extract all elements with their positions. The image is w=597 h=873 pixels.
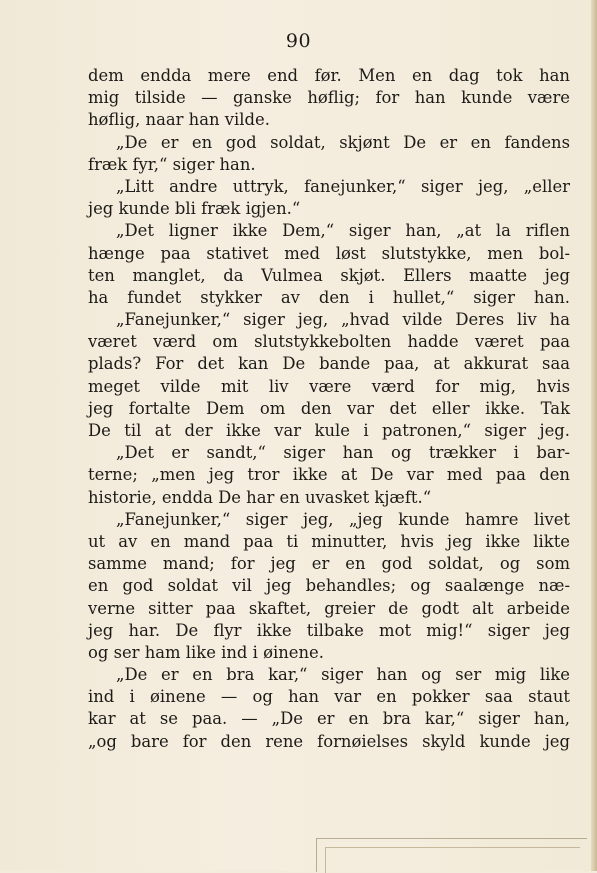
page-edge — [591, 0, 597, 871]
text-line: meget vilde mit liv være værd for mig, hvis — [88, 376, 570, 396]
text-line: mig tilside — ganske høflig; for han kunde være — [88, 88, 570, 108]
text-line: jeg fortalte Dem om den var det eller ikke. Tak — [88, 398, 570, 418]
text-line: været værd om slutstykkebolten hadde været paa — [88, 332, 570, 352]
text-line: „De er en god soldat, skjønt De er en fandens — [116, 132, 570, 152]
text-line: „De er en bra kar,“ siger han og ser mig like — [116, 665, 570, 685]
text-line: „og bare for den rene fornøielses skyld kunde jeg — [88, 731, 570, 751]
text-line: „Fanejunker,“ siger jeg, „jeg kunde hamre livet — [116, 509, 570, 529]
text-line: verne sitter paa skaftet, greier de godt alt arbeide — [88, 598, 570, 618]
text-line: „Det er sandt,“ siger han og trækker i bar- — [116, 443, 570, 463]
text-line: ten manglet, da Vulmea skjøt. Ellers maatte jeg — [88, 265, 570, 285]
text-line: jeg kunde bli fræk igjen.“ — [88, 199, 301, 219]
body-text — [88, 65, 570, 753]
text-line: De til at der ikke var kule i patronen,“ siger jeg. — [88, 421, 570, 440]
text-line: og ser ham like ind i øinene. — [88, 642, 324, 662]
text-line: „Fanejunker,“ siger jeg, „hvad vilde Deres liv ha — [116, 310, 570, 330]
text-line: ind i øinene — og han var en pokker saa staut — [88, 687, 570, 707]
text-line: fræk fyr,“ siger han. — [88, 154, 256, 174]
text-line: „Det ligner ikke Dem,“ siger han, „at la riflen — [116, 221, 570, 241]
text-line: „Litt andre uttryk, fanejunker,“ siger jeg, „eller — [116, 176, 570, 196]
corner-stamp — [316, 838, 587, 872]
text-line: ha fundet stykker av den i hullet,“ siger han. — [88, 287, 570, 307]
text-line: ut av en mand paa ti minutter, hvis jeg ikke likte — [88, 531, 570, 551]
text-line: jeg har. De flyr ikke tilbake mot mig!“ siger jeg — [88, 620, 570, 640]
text-line: historie, endda De har en uvasket kjæft.“ — [88, 487, 432, 507]
text-line: terne; „men jeg tror ikke at De var med paa den — [88, 465, 570, 485]
text-line: plads? For det kan De bande paa, at akkurat saa — [88, 354, 570, 374]
text-line: dem endda mere end før. Men en dag tok han — [88, 66, 570, 85]
corner-stamp-inner — [325, 847, 580, 873]
text-line: samme mand; for jeg er en god soldat, og som — [88, 554, 570, 574]
text-line: hænge paa stativet med løst slutstykke, men bol- — [88, 243, 570, 263]
text-line: høflig, naar han vilde. — [88, 110, 270, 130]
page-number: 90 — [285, 30, 312, 52]
text-line: kar at se paa. — „De er en bra kar,“ siger han, — [88, 709, 570, 729]
text-line: en god soldat vil jeg behandles; og saalænge næ- — [88, 576, 570, 596]
